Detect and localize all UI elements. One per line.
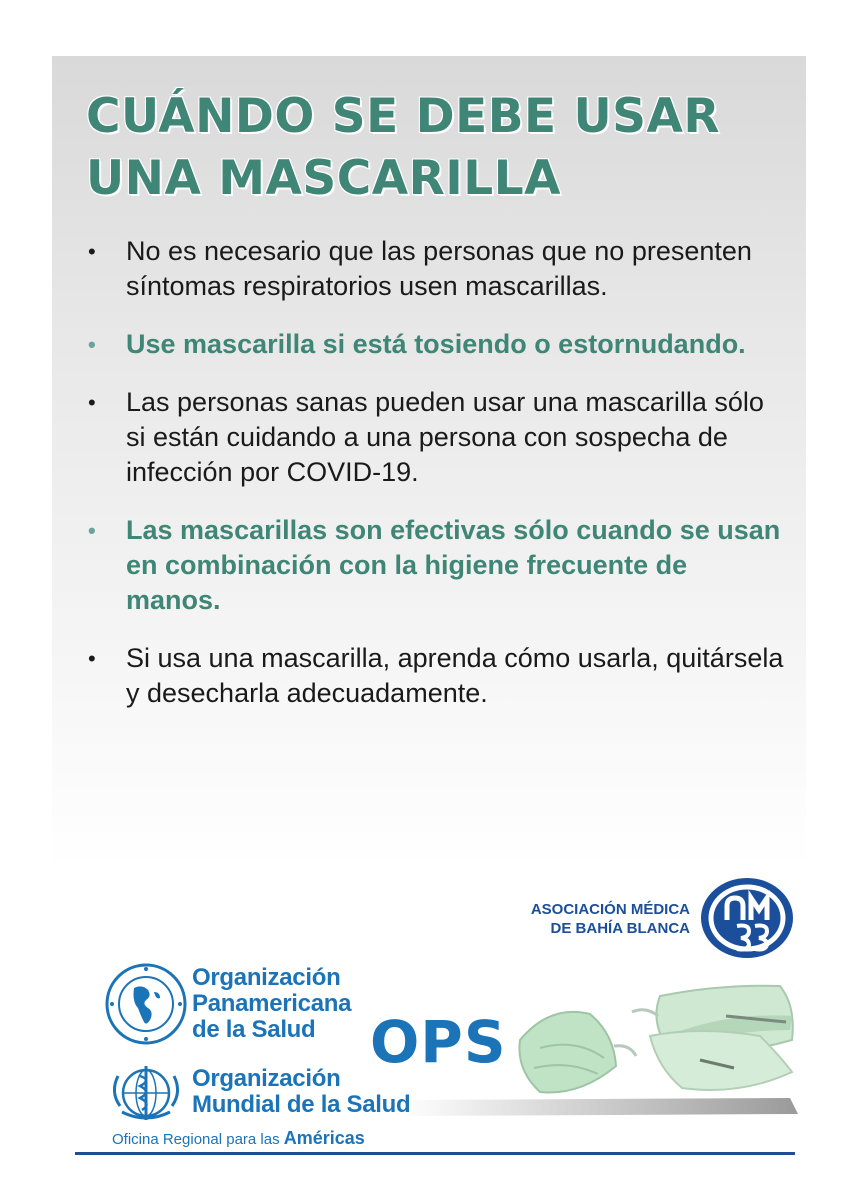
paho-name <box>192 965 351 1043</box>
footer-divider <box>75 1152 795 1155</box>
paho-line-1: Organización <box>192 964 341 991</box>
office-prefix: Oficina Regional para las <box>112 1131 284 1148</box>
bullet-item <box>84 234 784 304</box>
amb-logo-icon <box>697 876 797 965</box>
paho-line-3: de la Salud <box>192 1016 316 1043</box>
bullet-text: No es necesario que las personas que no presenten síntomas respiratorios usen mascarillas. <box>126 236 752 301</box>
bullet-item <box>84 641 784 711</box>
association-line-2: DE BAHÍA BLANCA <box>550 920 690 937</box>
bullet-dot: • <box>88 239 96 264</box>
bullet-text: Las personas sanas pueden usar una mascarilla sólo si están cuidando a una persona con sospecha de infección por COVID-19. <box>126 387 764 487</box>
title-line-2: UNA MASCARILLA <box>86 151 562 206</box>
who-line-2: Mundial de la Salud <box>192 1091 411 1118</box>
who-line-1: Organización <box>192 1065 341 1092</box>
paho-line-2: Panamericana <box>192 990 352 1017</box>
ops-acronym: OPS <box>370 1008 507 1076</box>
bullet-dot: • <box>88 518 96 543</box>
regional-office <box>112 1128 365 1150</box>
bullet-dot: • <box>88 646 96 671</box>
bullet-item-emphasis <box>84 327 784 362</box>
page-title <box>86 86 786 210</box>
title-line-1: CUÁNDO SE DEBE USAR <box>86 89 721 144</box>
bullet-dot: • <box>88 390 96 415</box>
face-masks-illustration <box>400 976 805 1126</box>
bullet-item-emphasis <box>84 513 784 618</box>
bullet-dot: • <box>88 332 96 357</box>
bullet-text: Las mascarillas son efectivas sólo cuando se usan en combinación con la higiene frecuente de manos. <box>126 515 781 615</box>
paho-seal-icon <box>104 962 188 1051</box>
association-line-1: ASOCIACIÓN MÉDICA <box>530 901 690 918</box>
who-name <box>192 1066 410 1118</box>
who-emblem-icon <box>104 1062 188 1133</box>
bullet-text: Use mascarilla si está tosiendo o estornudando. <box>126 329 746 359</box>
bullet-text: Si usa una mascarilla, aprenda cómo usarla, quitársela y desecharla adecuadamente. <box>126 643 784 708</box>
bullet-item <box>84 385 784 490</box>
bullet-list <box>84 234 784 734</box>
association-name <box>470 900 690 938</box>
office-highlight: Américas <box>283 1128 365 1148</box>
